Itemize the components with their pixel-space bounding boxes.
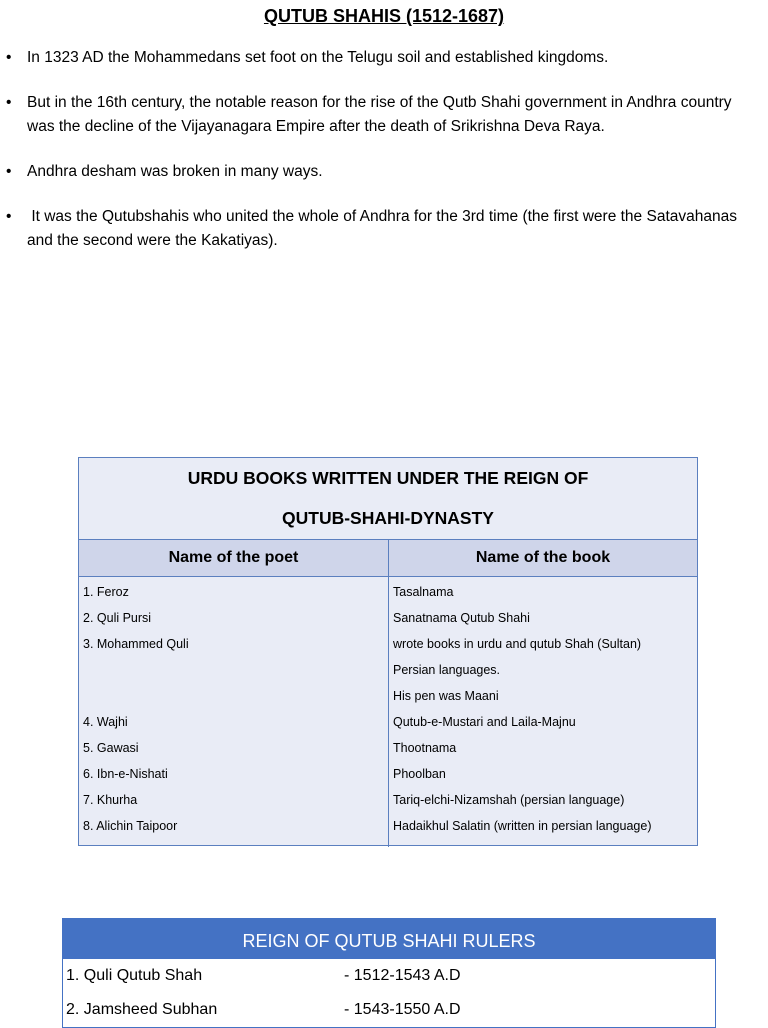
- book-cell: His pen was Maani: [393, 689, 499, 703]
- poet-cell: 8. Alichin Taipoor: [83, 819, 178, 833]
- poet-cell: 3. Mohammed Quli: [83, 637, 189, 651]
- urdu-table-heading: [79, 458, 697, 540]
- bullet-marker: •: [6, 94, 12, 111]
- book-cell: Persian languages.: [393, 663, 501, 677]
- urdu-table-column-headers: [79, 540, 697, 577]
- urdu-table-heading-line2: QUTUB-SHAHI-DYNASTY: [282, 508, 494, 528]
- table-row: [63, 959, 715, 993]
- poet-cell: 7. Khurha: [83, 793, 138, 807]
- bullet-item: [6, 91, 758, 139]
- book-cell: Phoolban: [393, 767, 446, 781]
- book-cell: Tasalnama: [393, 585, 454, 599]
- bullet-item: [6, 46, 758, 70]
- bullet-list: [6, 46, 758, 274]
- bullet-item: [6, 205, 758, 253]
- book-cell: Sanatnama Qutub Shahi: [393, 611, 530, 625]
- ruler-period: - 1512-1543 A.D: [344, 967, 461, 984]
- book-cell: Tariq-elchi-Nizamshah (persian language): [393, 793, 625, 807]
- ruler-period: - 1543-1550 A.D: [344, 1001, 461, 1018]
- rulers-table: [62, 918, 716, 1028]
- urdu-table-body: [79, 577, 697, 847]
- book-cell: Hadaikhul Salatin (written in persian language): [393, 819, 652, 833]
- bullet-text: Andhra desham was broken in many ways.: [27, 163, 323, 180]
- poet-cell: 2. Quli Pursi: [83, 611, 152, 625]
- book-cell: Qutub-e-Mustari and Laila-Majnu: [393, 715, 576, 729]
- poet-cell: 1. Feroz: [83, 585, 129, 599]
- book-cell: wrote books in urdu and qutub Shah (Sultan): [393, 637, 642, 651]
- book-column: [389, 577, 697, 847]
- bullet-marker: •: [6, 163, 12, 180]
- page-title: QUTUB SHAHIS (1512-1687): [263, 6, 505, 26]
- bullet-item: [6, 160, 758, 184]
- poet-column: [79, 577, 389, 847]
- bullet-marker: •: [6, 49, 12, 66]
- bullet-marker: •: [6, 208, 12, 225]
- bullet-text: It was the Qutubshahis who united the whole of Andhra for the 3rd time (the first were the Satavahanas and the second were the Kakatiyas).: [27, 208, 742, 249]
- poet-cell: 4. Wajhi: [83, 715, 128, 729]
- rulers-table-heading: REIGN OF QUTUB SHAHI RULERS: [63, 919, 715, 959]
- ruler-name: 1. Quli Qutub Shah: [66, 967, 203, 984]
- poet-cell: [79, 683, 388, 709]
- column-header-book: Name of the book: [475, 549, 611, 566]
- column-header-poet: Name of the poet: [79, 540, 389, 576]
- urdu-table-heading-line1: URDU BOOKS WRITTEN UNDER THE REIGN OF: [187, 468, 589, 488]
- ruler-name: 2. Jamsheed Subhan: [66, 1001, 218, 1018]
- book-cell: Thootnama: [393, 741, 457, 755]
- table-row: [63, 993, 715, 1027]
- urdu-books-table: [78, 457, 698, 846]
- poet-cell: [79, 657, 388, 683]
- poet-cell: 5. Gawasi: [83, 741, 139, 755]
- bullet-text: In 1323 AD the Mohammedans set foot on the Telugu soil and established kingdoms.: [27, 49, 609, 66]
- bullet-text: But in the 16th century, the notable reason for the rise of the Qutb Shahi government in Andhra country was the decline of the Vijayanagara Empire after the death of Srikrishna Deva Raya.: [27, 94, 732, 135]
- poet-cell: 6. Ibn-e-Nishati: [83, 767, 168, 781]
